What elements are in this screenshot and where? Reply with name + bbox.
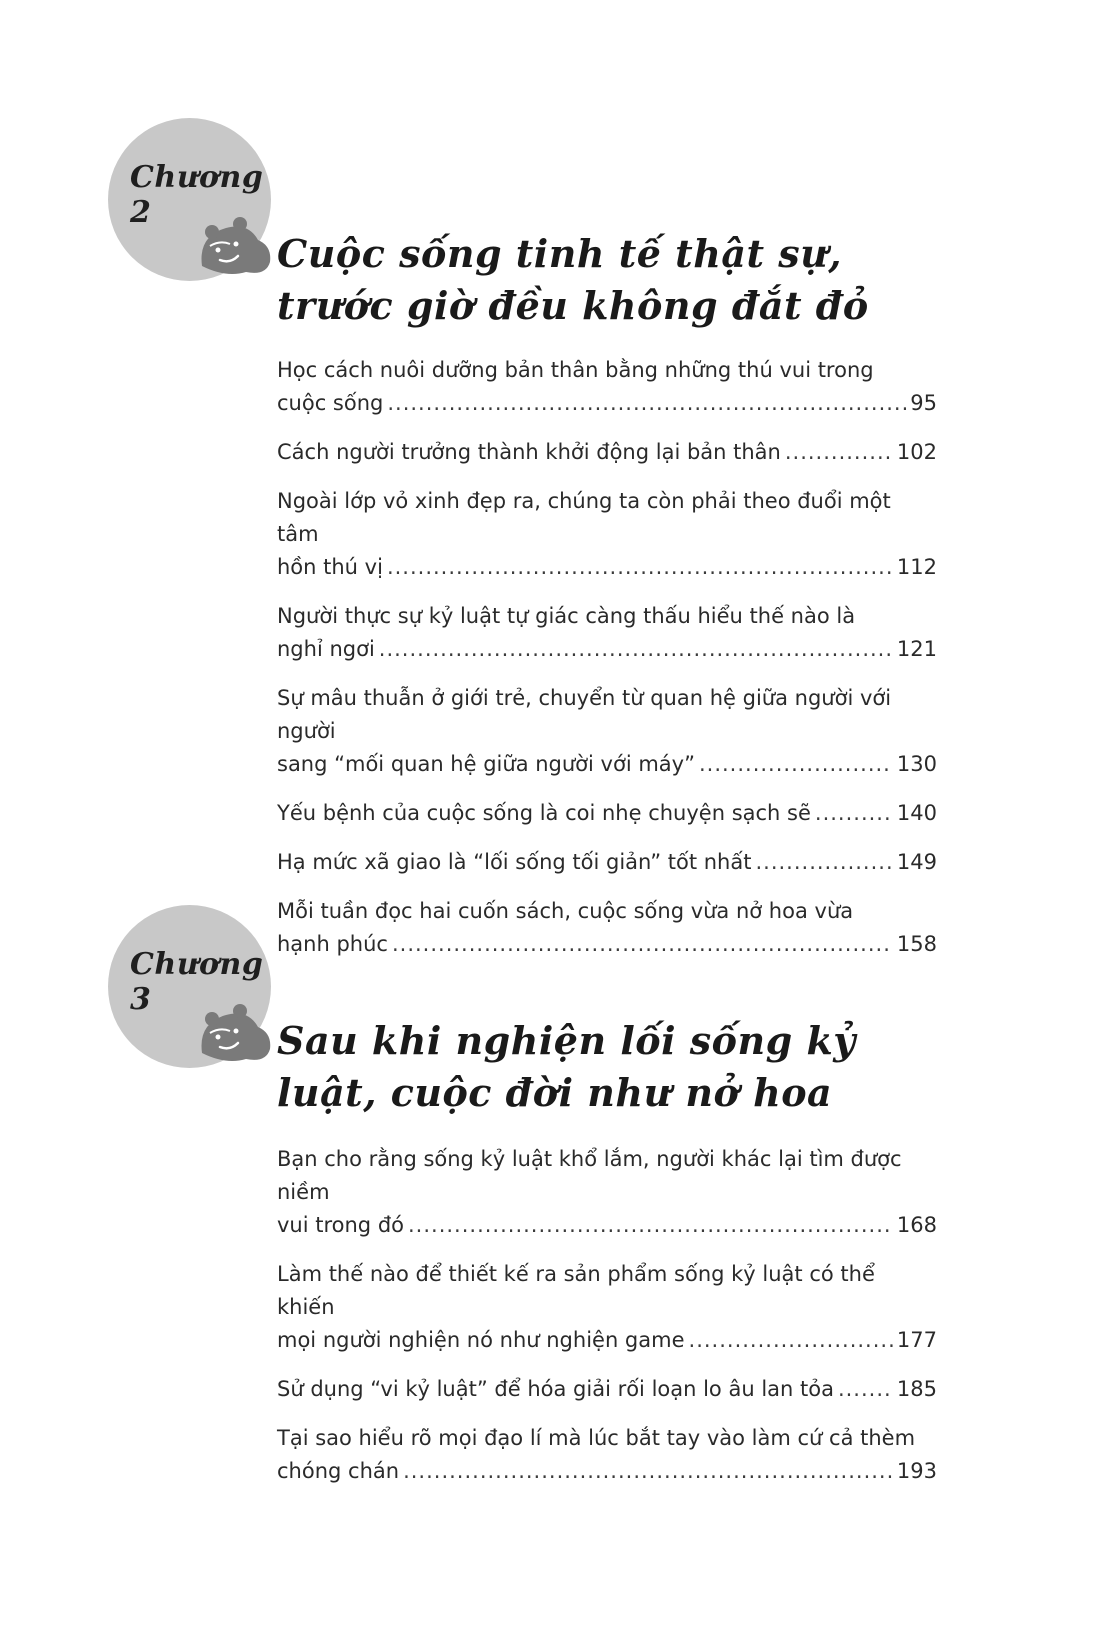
entry-title-end: hạnh phúc [277, 932, 388, 956]
page-number: 177 [896, 1328, 937, 1352]
dot-leader [379, 633, 893, 666]
page-number: 158 [896, 932, 937, 956]
dot-leader [815, 797, 893, 830]
toc-entry[interactable] [277, 600, 937, 666]
entry-title-end: vui trong đó [277, 1213, 404, 1237]
chapter-badge-label: Chương 3 [130, 947, 264, 1017]
page-number: 140 [896, 801, 937, 825]
entry-title-end: hồn thú vị [277, 555, 383, 579]
dot-leader [387, 387, 906, 420]
page-number: 168 [896, 1213, 937, 1237]
entry-title-line: Ngoài lớp vỏ xinh đẹp ra, chúng ta còn phải theo đuổi một tâm [277, 489, 891, 546]
toc-entry[interactable] [277, 895, 937, 961]
chapter-badge-label: Chương 2 [130, 160, 264, 230]
toc-entry[interactable] [277, 797, 937, 830]
chapter-title: Sau khi nghiện lối sống kỷ luật, cuộc đời như nở hoa [277, 1018, 856, 1115]
entry-title-line: Học cách nuôi dưỡng bản thân bằng những thú vui trong [277, 358, 874, 382]
toc-entry[interactable] [277, 682, 937, 781]
entry-title-end: Yếu bệnh của cuộc sống là coi nhẹ chuyện sạch sẽ [277, 801, 811, 825]
chapter-badge [108, 905, 271, 1068]
toc-entry[interactable] [277, 1258, 937, 1357]
toc-entry[interactable] [277, 846, 937, 879]
entry-title-line: Sự mâu thuẫn ở giới trẻ, chuyển từ quan hệ giữa người với người [277, 686, 892, 743]
dot-leader [838, 1373, 893, 1406]
entry-title-end: Sử dụng “vi kỷ luật” để hóa giải rối loạn lo âu lan tỏa [277, 1377, 834, 1401]
chapter-badge [108, 118, 271, 281]
dot-leader [755, 846, 892, 879]
entry-title-end: cuộc sống [277, 391, 384, 415]
dot-leader [392, 928, 893, 961]
entry-title-line: Mỗi tuần đọc hai cuốn sách, cuộc sống vừa nở hoa vừa [277, 899, 854, 923]
entry-title-end: chóng chán [277, 1459, 400, 1483]
toc-entry[interactable] [277, 436, 937, 469]
bear-icon [196, 993, 274, 1065]
page-number: 112 [896, 555, 937, 579]
entry-title-end: Cách người trưởng thành khởi động lại bản thân [277, 440, 781, 464]
dot-leader [408, 1209, 893, 1242]
dot-leader [699, 748, 893, 781]
entry-title-line: Làm thế nào để thiết kế ra sản phẩm sống kỷ luật có thể khiến [277, 1262, 875, 1319]
toc-entry[interactable] [277, 1373, 937, 1406]
entry-title-end: nghỉ ngơi [277, 637, 375, 661]
toc-entry[interactable] [277, 485, 937, 584]
toc-entry[interactable] [277, 354, 937, 420]
bear-icon [196, 206, 274, 278]
page-number: 130 [896, 752, 937, 776]
toc-list [277, 1143, 937, 1504]
page-number: 149 [896, 850, 937, 874]
entry-title-end: mọi người nghiện nó như nghiện game [277, 1328, 685, 1352]
toc-list [277, 354, 937, 977]
toc-entry[interactable] [277, 1422, 937, 1488]
page-number: 102 [896, 440, 937, 464]
entry-title-line: Bạn cho rằng sống kỷ luật khổ lắm, người khác lại tìm được niềm [277, 1147, 902, 1204]
entry-title-line: Người thực sự kỷ luật tự giác càng thấu hiểu thế nào là [277, 604, 856, 628]
page-number: 193 [896, 1459, 937, 1483]
entry-title-end: Hạ mức xã giao là “lối sống tối giản” tốt nhất [277, 850, 752, 874]
page-number: 95 [910, 391, 937, 415]
page-number: 185 [896, 1377, 937, 1401]
toc-entry[interactable] [277, 1143, 937, 1242]
entry-title-line: Tại sao hiểu rõ mọi đạo lí mà lúc bắt tay vào làm cứ cả thèm [277, 1426, 916, 1450]
dot-leader [387, 551, 893, 584]
dot-leader [403, 1455, 893, 1488]
dot-leader [785, 436, 893, 469]
dot-leader [689, 1324, 893, 1357]
chapter-title: Cuộc sống tinh tế thật sự, trước giờ đều không đắt đỏ [277, 231, 869, 328]
entry-title-end: sang “mối quan hệ giữa người với máy” [277, 752, 695, 776]
page-number: 121 [896, 637, 937, 661]
